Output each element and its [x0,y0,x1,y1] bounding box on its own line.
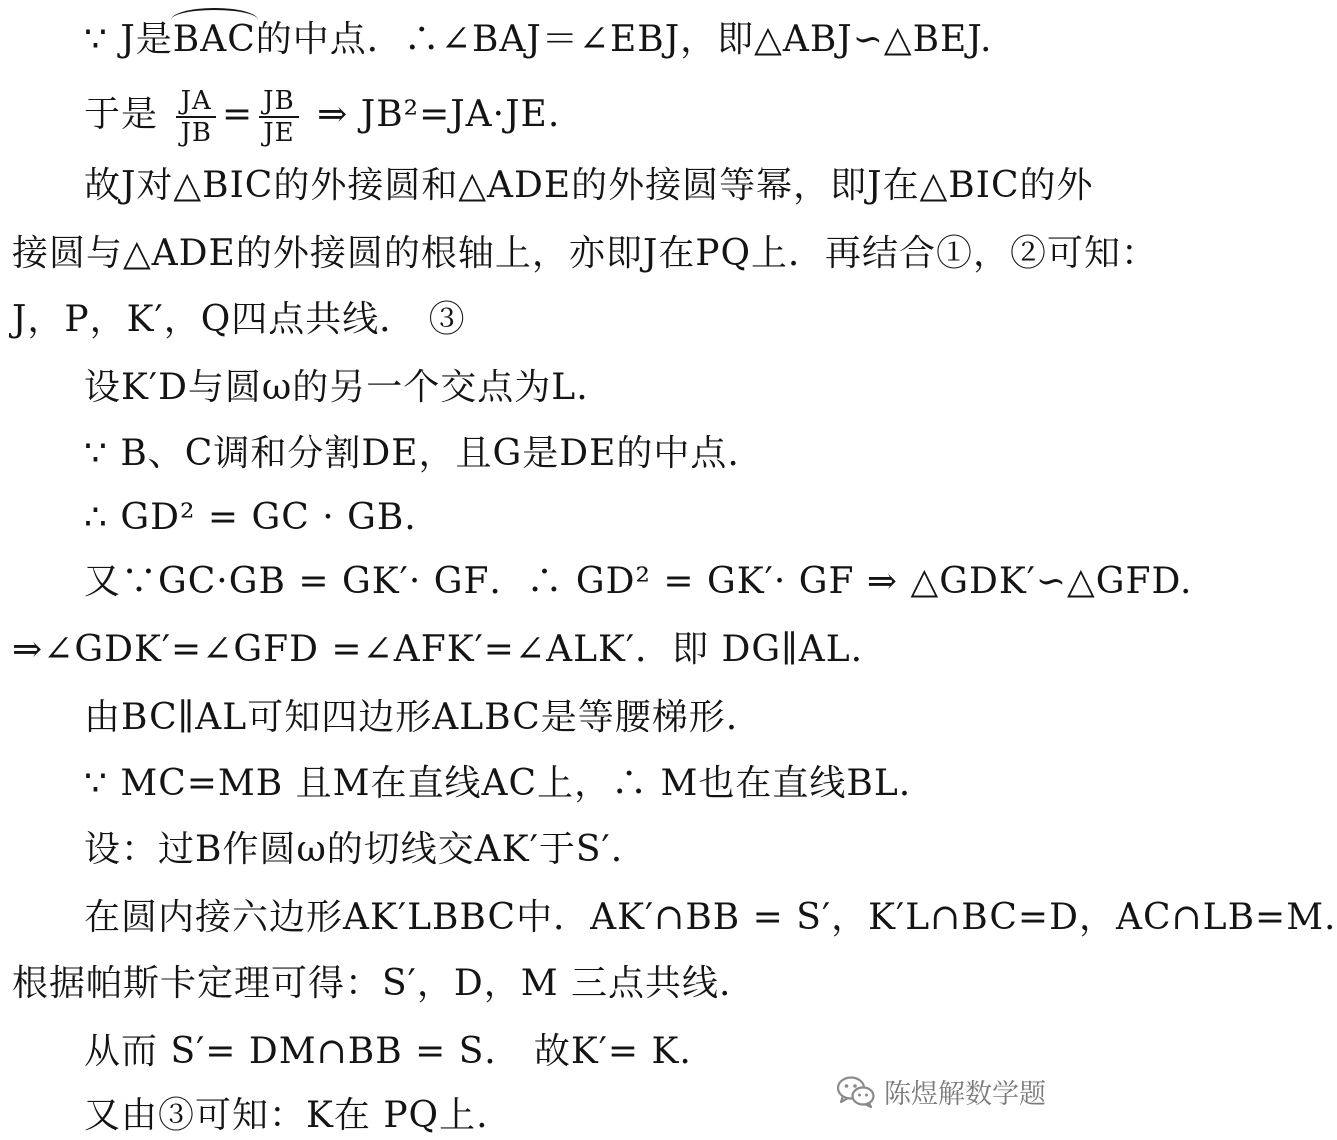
proof-line-2 [84,86,560,148]
proof-line-17: 又由③可知：K在 PQ上. [84,1095,489,1136]
arc-bac: BAC [172,19,256,60]
proof-line-11: 由BC∥AL可知四边形ALBC是等腰梯形. [84,697,739,738]
proof-line-4: 接圆与△ADE的外接圆的根轴上，亦即J在PQ上．再结合①，②可知： [12,233,1158,274]
line-1-text-a: ∵ J是 [84,19,173,60]
proof-line-9: 又∵GC·GB = GK′· GF．∴ GD² = GK′· GF ⇒ △GDK′∽△GFD. [84,561,1193,602]
fraction-2-denominator: JE [263,118,295,148]
line-1-text-b: 的中点．∴∠BAJ＝∠EBJ，即△ABJ∽△BEJ. [255,19,993,60]
proof-line-12: ∵ MC=MB 且M在直线AC上，∴ M也在直线BL. [84,763,912,804]
watermark-text: 陈煜解数学题 [884,1079,1046,1110]
proof-line-14: 在圆内接六边形AK′LBBC中．AK′∩BB = S′，K′L∩BC=D，AC∩LB=M. [84,897,1337,938]
proof-line-3: 故J对△BIC的外接圆和△ADE的外接圆等幂，即J在△BIC的外 [84,165,1094,206]
fraction-1-denominator: JB [180,118,212,148]
proof-line-10: ⇒∠GDK′=∠GFD =∠AFK′=∠ALK′．即 DG∥AL. [12,629,864,670]
proof-line-8: ∴ GD² = GC · GB. [84,497,417,538]
proof-line-13: 设：过B作圆ω的切线交AK′于S′. [84,829,624,870]
fraction-ja-jb [176,86,216,148]
equals-sign: = [222,94,254,135]
fraction-1-numerator: JA [176,86,216,118]
wechat-icon [836,1075,876,1109]
line-2-text-a: 于是 [84,94,159,135]
line-2-text-b: ⇒ JB²=JA·JE. [317,94,561,135]
watermark [836,1072,1046,1111]
fraction-2-numerator: JB [259,86,299,118]
proof-line-15: 根据帕斯卡定理可得：S′，D，M 三点共线. [12,963,732,1004]
proof-line-5: J，P，K′，Q四点共线． ③ [12,299,466,340]
proof-line-16: 从而 S′= DM∩BB = S． 故K′= K. [84,1031,692,1072]
proof-line-7: ∵ B、C调和分割DE，且G是DE的中点. [84,433,740,474]
proof-line-6: 设K′D与圆ω的另一个交点为L. [84,367,589,408]
proof-line-1 [84,18,992,62]
fraction-jb-je [259,86,299,148]
